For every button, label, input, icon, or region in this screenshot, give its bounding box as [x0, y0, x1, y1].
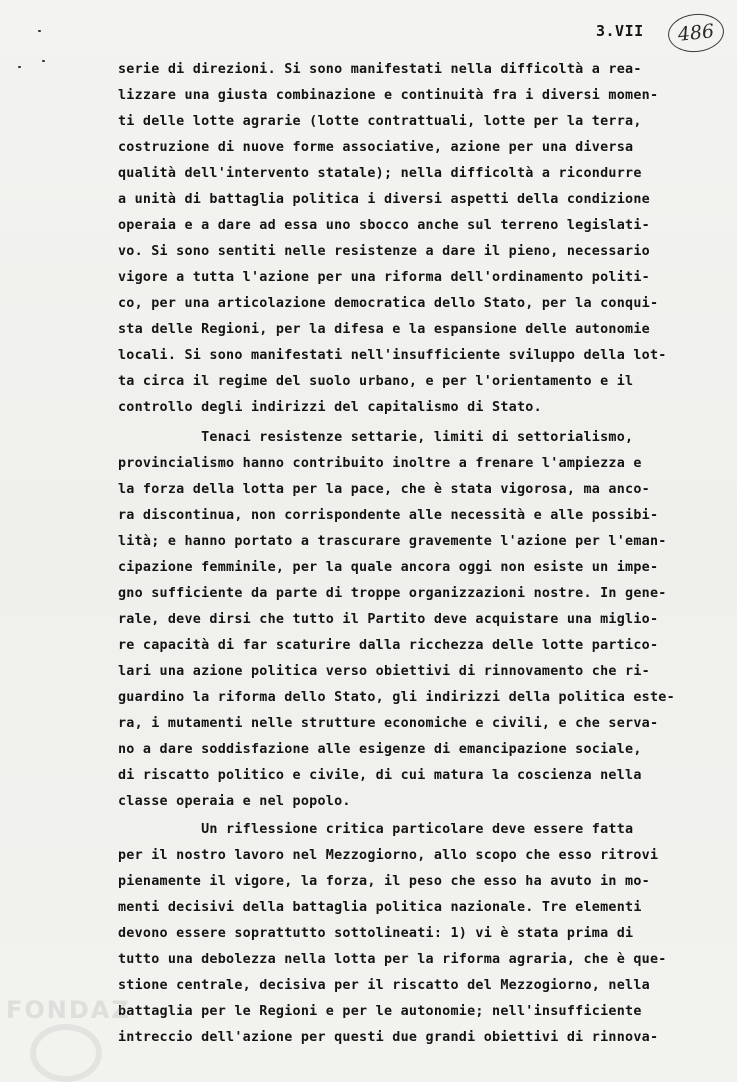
text-line: sta delle Regioni, per la difesa e la espansione delle autonomie: [118, 322, 650, 337]
text-line: serie di direzioni. Si sono manifestati nella difficoltà a rea-: [118, 62, 642, 77]
text-line: menti decisivi della battaglia politica nazionale. Tre elementi: [118, 900, 642, 915]
text-line: per il nostro lavoro nel Mezzogiorno, allo scopo che esso ritrovi: [118, 848, 659, 863]
text-line: battaglia per le Regioni e per le autonomie; nell'insufficiente: [118, 1004, 642, 1019]
page-number: 3.VII: [596, 22, 644, 40]
text-line: classe operaia e nel popolo.: [118, 794, 351, 809]
text-line: pienamente il vigore, la forza, il peso che esso ha avuto in mo-: [118, 874, 650, 889]
text-line: operaia e a dare ad essa uno sbocco anche sul terreno legislati-: [118, 218, 650, 233]
text-line: la forza della lotta per la pace, che è stata vigorosa, ma anco-: [118, 482, 650, 497]
text-line: re capacità di far scaturire dalla ricchezza delle lotte partico-: [118, 638, 659, 653]
text-line: ra discontinua, non corrispondente alle necessità e alle possibi-: [118, 508, 659, 523]
text-line: tutto una debolezza nella lotta per la riforma agraria, che è que-: [118, 952, 667, 967]
watermark-logo-icon: [30, 1024, 102, 1082]
text-line: lità; e hanno portato a trascurare gravemente l'azione per l'eman-: [118, 534, 667, 549]
text-line: costruzione di nuove forme associative, azione per una diversa: [118, 140, 634, 155]
text-line: ta circa il regime del suolo urbano, e per l'orientamento e il: [118, 374, 634, 389]
text-line: locali. Si sono manifestati nell'insufficiente sviluppo della lot-: [118, 348, 667, 363]
text-line: cipazione femminile, per la quale ancora oggi non esiste un impe-: [118, 560, 659, 575]
text-line: gno sufficiente da parte di troppe organizzazioni nostre. In gene-: [118, 586, 667, 601]
paragraph-start: Tenaci resistenze settarie, limiti di settorialismo,: [118, 430, 634, 445]
text-line: intreccio dell'azione per questi due grandi obiettivi di rinnova-: [118, 1030, 659, 1045]
text-line: ra, i mutamenti nelle strutture economiche e civili, e che serva-: [118, 716, 659, 731]
ink-speck: [18, 66, 21, 68]
text-line: ti delle lotte agrarie (lotte contrattuali, lotte per la terra,: [118, 114, 642, 129]
ink-speck: [42, 60, 45, 62]
text-line: rale, deve dirsi che tutto il Partito deve acquistare una miglio-: [118, 612, 659, 627]
text-line: di riscatto politico e civile, di cui matura la coscienza nella: [118, 768, 642, 783]
text-line: stione centrale, decisiva per il riscatto del Mezzogiorno, nella: [118, 978, 650, 993]
text-line: lizzare una giusta combinazione e continuità fra i diversi momen-: [118, 88, 659, 103]
text-line: devono essere soprattutto sottolineati: 1) vi è stata prima di: [118, 926, 634, 941]
text-line: guardino la riforma dello Stato, gli indirizzi della politica este-: [118, 690, 675, 705]
text-line: no a dare soddisfazione alle esigenze di emancipazione sociale,: [118, 742, 642, 757]
ink-speck: [38, 30, 41, 32]
text-line: qualità dell'intervento statale); nella difficoltà a ricondurre: [118, 166, 642, 181]
text-line: vigore a tutta l'azione per una riforma dell'ordinamento politi-: [118, 270, 650, 285]
text-line: lari una azione politica verso obiettivi di rinnovamento che ri-: [118, 664, 650, 679]
text-line: vo. Si sono sentiti nelle resistenze a dare il pieno, necessario: [118, 244, 650, 259]
text-line: controllo degli indirizzi del capitalismo di Stato.: [118, 400, 542, 415]
folio-number: 486: [666, 11, 726, 55]
text-line: a unità di battaglia politica i diversi aspetti della condizione: [118, 192, 650, 207]
text-line: provincialismo hanno contribuito inoltre a frenare l'ampiezza e: [118, 456, 642, 471]
paragraph-start: Un riflessione critica particolare deve essere fatta: [118, 822, 634, 837]
archive-watermark: FONDAZ: [6, 996, 131, 1024]
text-line: co, per una articolazione democratica dello Stato, per la conqui-: [118, 296, 659, 311]
